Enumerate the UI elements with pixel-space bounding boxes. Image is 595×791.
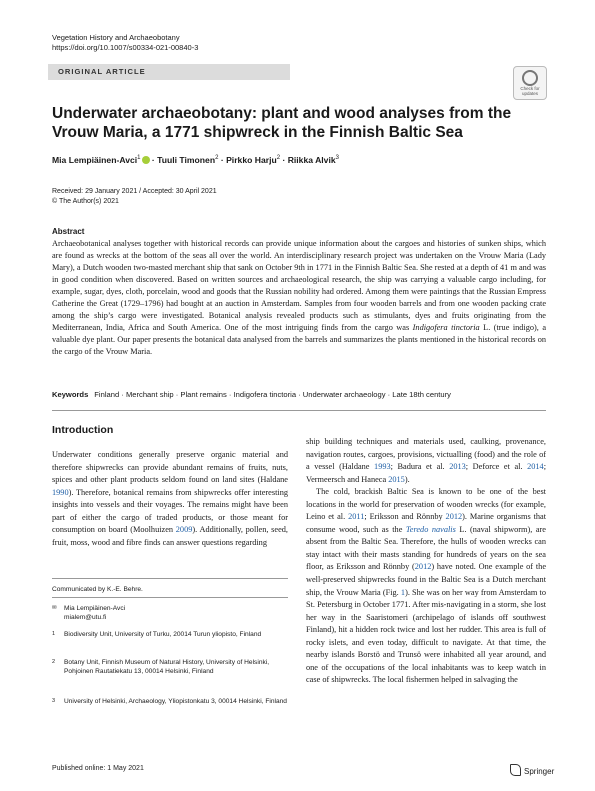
paragraph xyxy=(306,486,546,687)
abstract-species: Indigofera tinctoria xyxy=(412,323,480,333)
published-online: Published online: 1 May 2021 xyxy=(52,765,144,772)
envelope-icon: ✉ xyxy=(52,605,57,611)
citation-link[interactable]: 1990 xyxy=(52,487,69,497)
citation-link[interactable]: 2011 xyxy=(348,512,365,522)
author-list: Mia Lempiäinen-Avci$^1$ · Tuuli Timonen$^2$ · Pirkko Harju$^2$ · Riikka Alvik$^3$ xyxy=(52,155,339,165)
publisher-name: Springer xyxy=(524,767,555,776)
keywords xyxy=(52,390,451,399)
affiliation-number: 3 xyxy=(52,698,56,704)
text-run: ). xyxy=(404,474,410,484)
species-link[interactable]: Teredo navalis xyxy=(405,524,456,534)
affiliation-1 xyxy=(52,630,288,639)
affiliation-2 xyxy=(52,658,288,676)
figure-link[interactable]: 1 xyxy=(400,587,406,597)
intro-right-column xyxy=(306,436,546,687)
text-run: ). Additionally, pollen, seed, fruit, moss, wood and fibre finds can answer questions regarding xyxy=(52,525,288,547)
publisher-logo xyxy=(510,764,554,776)
author-name[interactable]: Riikka Alvik xyxy=(287,155,336,165)
text-run: ). She was on her way from Amsterdam to St. Petersburg in October 1771. After mis-navigating in a storm, she lost her way in the Saaristomeri (archipelago of islands off southwest Finland), hit a hidden rock twice and lost her rudder. This area is full of rocky islets, and even today, difficult to navigate. At that time, the nearby islands Borstö and Trunsö were inhabited all year around, and one of the occupations of the local inhabitants was to keep watch in case of shipwrecks. The local fishermen helped in salvaging the xyxy=(306,587,546,685)
author-name[interactable]: Pirkko Harju xyxy=(226,155,277,165)
author-name[interactable]: Mia Lempiäinen-Avci xyxy=(52,155,138,165)
text-run: ship building techniques and materials used, caulking, provenance, navigation routes, cargoes, provisions, victualling (food) and the role of a vessel (Haldane xyxy=(306,437,546,472)
text-run: The cold, brackish Baltic Sea is known to be one of the best locations in the world for preservation of wooden wrecks (for example, Leino et al. xyxy=(306,487,546,522)
author-affiliation-number: 2 xyxy=(215,155,219,162)
article-title: Underwater archaeobotany: plant and wood analyses from the Vrouw Maria, a 1771 shipwreck in the Finnish Baltic Sea xyxy=(52,105,512,141)
affiliation-text: Biodiversity Unit, University of Turku, 20014 Turun yliopisto, Finland xyxy=(64,631,262,638)
citation-link[interactable]: 2013 xyxy=(449,462,466,472)
article-dates xyxy=(52,187,217,207)
text-run: ). Therefore, botanical remains from shipwrecks offer interesting insights into vessels and their voyages. The remains might have been part of either the cargo of traded products, or those meant for consumption on board (Moolhuizen xyxy=(52,487,288,535)
citation-link[interactable]: 2012 xyxy=(414,562,432,572)
keywords-label: Keywords xyxy=(52,390,89,399)
received-accepted: Received: 29 January 2021 / Accepted: 30 April 2021 xyxy=(52,188,217,195)
springer-horse-icon xyxy=(510,764,521,776)
section-heading: Introduction xyxy=(52,424,114,436)
text-run: Underwater conditions generally preserve organic material and therefore shipwrecks can provide abundant remains of fruits, nuts, spices and other plant products seldom found on land sites (Haldane xyxy=(52,450,288,485)
orcid-icon[interactable] xyxy=(142,156,150,164)
keywords-list: Finland · Merchant ship · Plant remains · Indigofera tinctoria · Underwater archaeology · Late 18th century xyxy=(94,390,451,399)
copyright: © The Author(s) 2021 xyxy=(52,198,119,205)
footnote-divider xyxy=(52,578,288,579)
abstract-part: L. (true indigo), a valuable dye plant. Our paper presents the botanical data analysed from the barrels and summarizes the plants mentioned in the historical records on the cargo of the Vrouw Maria. xyxy=(52,323,546,357)
divider xyxy=(52,410,546,411)
paragraph xyxy=(306,436,546,486)
check-updates-label-2: updates xyxy=(521,91,538,96)
article-type-banner: ORIGINAL ARTICLE xyxy=(48,64,290,80)
citation-link[interactable]: 2012 xyxy=(445,512,463,522)
citation-link[interactable]: 1993 xyxy=(374,462,391,472)
journal-name: Vegetation History and Archaeobotany xyxy=(52,33,180,42)
author-affiliation-number: 3 xyxy=(335,155,339,162)
abstract-text xyxy=(52,238,546,358)
citation-link[interactable]: 2014 xyxy=(527,462,544,472)
journal-header xyxy=(52,33,198,53)
affiliation-number: 1 xyxy=(52,631,56,637)
author-name[interactable]: Tuuli Timonen xyxy=(157,155,216,165)
text-run: ; Vermeersch and Haneca xyxy=(306,462,546,484)
affiliation-text: University of Helsinki, Archaeology, Yliopistonkatu 3, 00014 Helsinki, Finland xyxy=(64,698,287,705)
abstract-part: Archaeobotanical analyses together with historical records can provide unique information about the cargoes and histories of sunken ships, which are found as wrecks at the bottom of the seas all over the world. An interdisciplinary research project was undertaken on the Vrouw Maria (Lady Mary), a Dutch wooden two-masted merchant ship that sank on October 9th in 1771 in the Finnish Baltic Sea. She rested at a depth of 41 m and was in good condition when discovered. Based on written sources and archaeological research, the ship was carrying a valuable cargo including, for example, sugar, dyes, cloth, porcelain, wood and goods that the Russian nobility had ordered. Among them were paintings that the Russian Empress Catherine the Great (1729–1796) had bought at an auction in Amsterdam. Samples from four wooden barrels and from one wooden packing crate among the ship’s cargo were investigated. Botanical analysis revealed products such as stimulants, dyes and fruits originating from the Mediterranean, India, Africa and South America. One of the most intriguing finds from the cargo was xyxy=(52,239,546,333)
intro-left-column xyxy=(52,449,288,549)
affiliation-number: 2 xyxy=(52,659,56,665)
text-run: ; Eriksson and Rönnby xyxy=(364,512,446,522)
abstract-heading: Abstract xyxy=(52,227,85,236)
citation-link[interactable]: 2015 xyxy=(388,474,405,484)
check-updates-icon xyxy=(522,70,538,86)
text-run: ; Badura et al. xyxy=(390,462,450,472)
check-for-updates-badge[interactable] xyxy=(513,66,547,100)
author-affiliation-number: 1 xyxy=(137,155,141,162)
contact-name: Mia Lempiäinen-Avci xyxy=(64,605,126,612)
affiliation-3 xyxy=(52,697,288,706)
check-updates-label-1: Check for xyxy=(520,86,540,91)
citation-link[interactable]: 2009 xyxy=(175,525,193,535)
affiliation-text: Botany Unit, Finnish Museum of Natural History, University of Helsinki, Pohjoinen Rautatiekatu 13, 00014 Helsinki, Finland xyxy=(64,659,270,675)
contact-email[interactable]: mialem@utu.fi xyxy=(64,614,107,621)
corresponding-author xyxy=(52,604,288,622)
text-run: ; Deforce et al. xyxy=(465,462,528,472)
text-run: L. (naval shipworm), are absent from the Baltic Sea. Therefore, the hulls of wooden wrecks can stay intact with their masts standing for hundreds of years on the sea floor, as Eriksson and Rönnby ( xyxy=(306,524,546,572)
text-run: ) have noted. One example of the well-preserved shipwrecks found in the Baltic Sea is a Dutch merchant ship, the Vrouw Maria (Fig. xyxy=(306,562,546,597)
footnote-divider xyxy=(52,597,288,598)
text-run: ). Marine organisms that consume wood, such as the xyxy=(306,512,547,534)
author-affiliation-number: 2 xyxy=(276,155,281,162)
doi-link[interactable]: https://doi.org/10.1007/s00334-021-00840-3 xyxy=(52,43,199,52)
communicated-by: Communicated by K.-E. Behre. xyxy=(52,586,143,593)
